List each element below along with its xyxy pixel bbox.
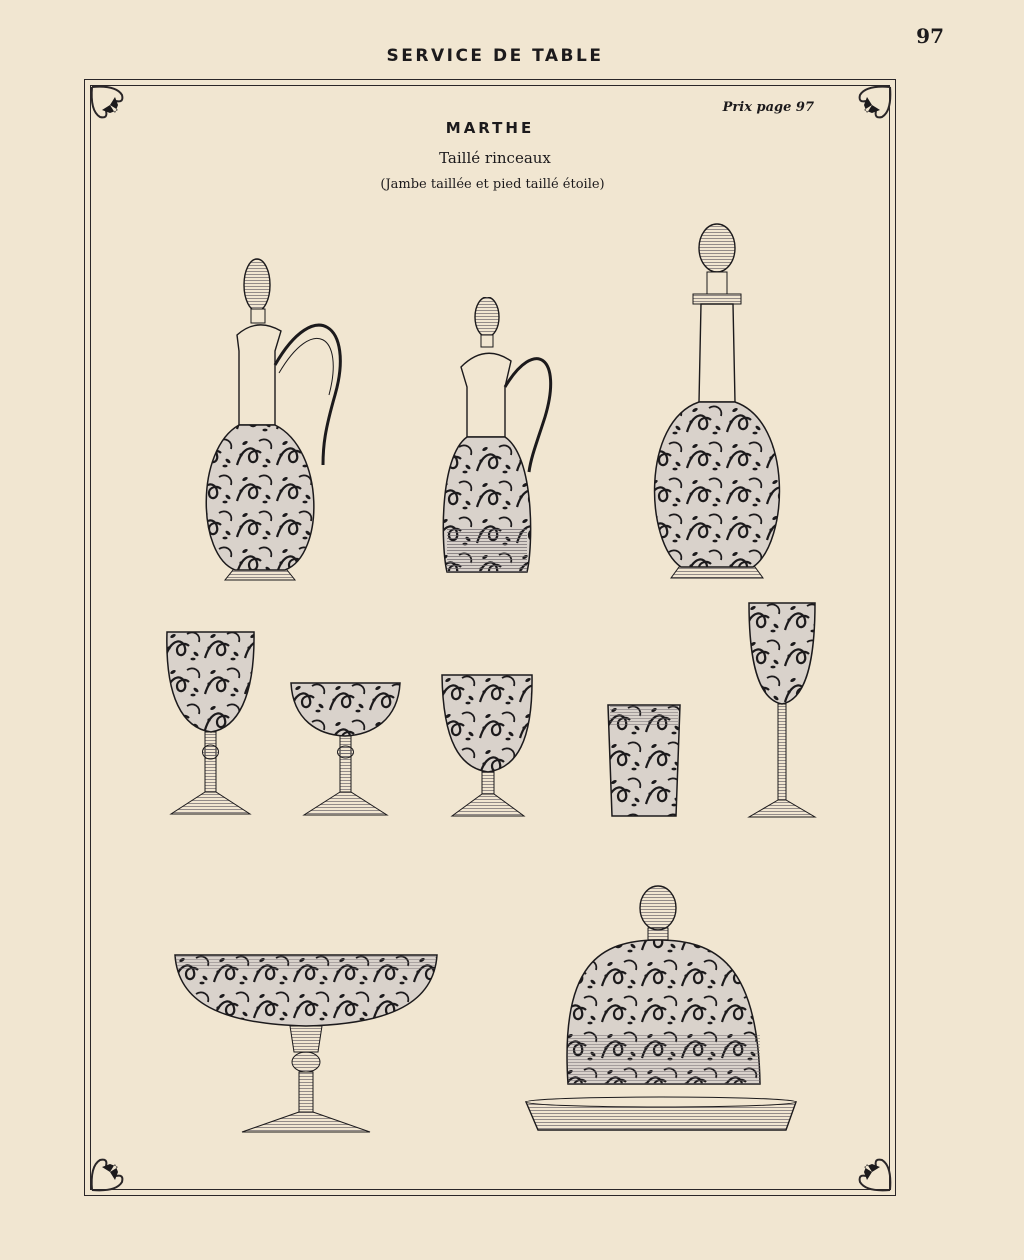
compote-bowl-illustration xyxy=(172,952,440,1137)
corner-ornament-bottom-right xyxy=(836,1136,896,1196)
wine-glass-illustration xyxy=(163,628,258,820)
pattern-cut: Taillé rinceaux xyxy=(439,149,551,167)
pattern-name: MARTHE xyxy=(445,119,535,137)
champagne-coupe-illustration xyxy=(288,680,403,820)
decanter-illustration xyxy=(645,222,790,580)
pattern-detail: (Jambe taillée et pied taillé étoile) xyxy=(380,177,605,192)
tumbler-illustration xyxy=(604,702,684,822)
flute-illustration xyxy=(743,600,821,822)
ewer-large-illustration xyxy=(195,255,355,585)
page-header: SERVICE DE TABLE xyxy=(386,46,604,66)
price-reference: Prix page 97 xyxy=(722,100,814,115)
goblet-short-illustration xyxy=(438,672,538,820)
ewer-small-illustration xyxy=(435,297,555,582)
cheese-dome-illustration xyxy=(520,884,800,1136)
corner-ornament-bottom-left xyxy=(86,1136,146,1196)
page-number: 97 xyxy=(916,24,944,48)
